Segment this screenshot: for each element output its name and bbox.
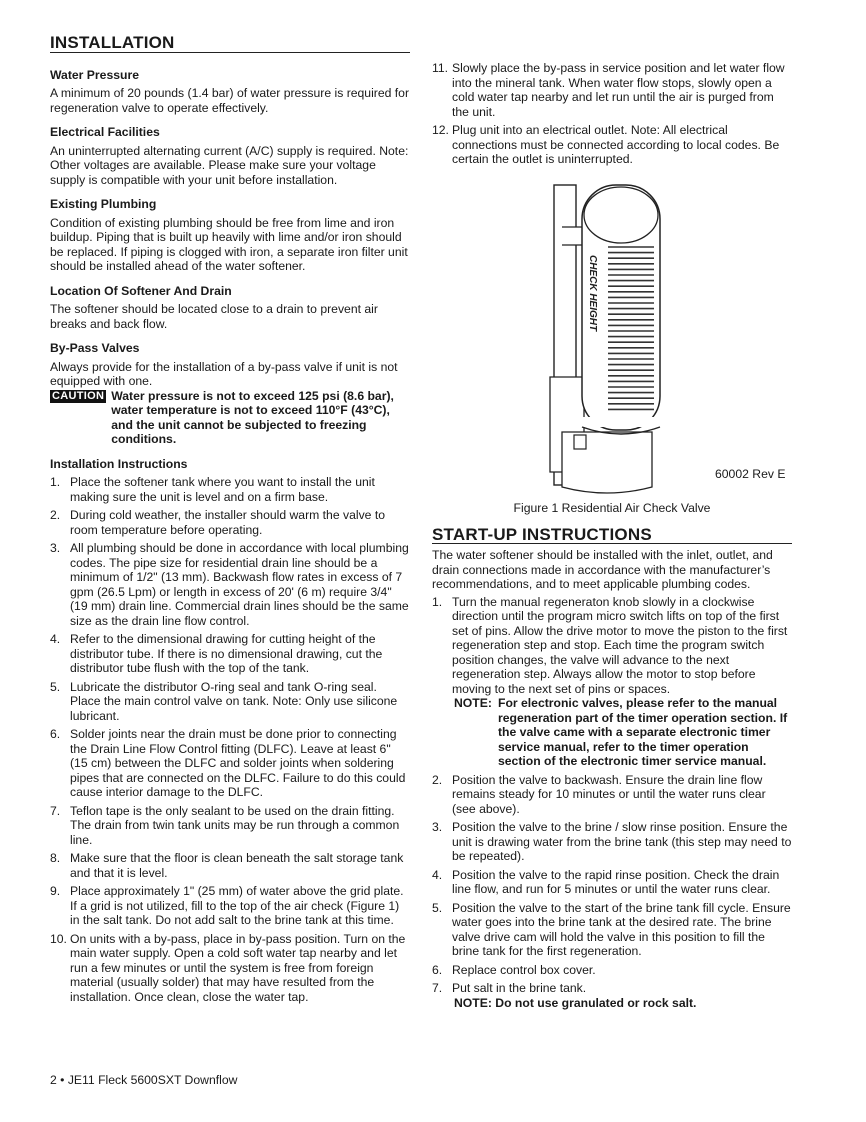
list-item <box>432 61 792 119</box>
list-item-number: 7. <box>50 803 61 818</box>
list-item-number: 11. <box>432 61 449 75</box>
list-item-number: 7. <box>432 981 443 995</box>
startup-title: START-UP INSTRUCTIONS <box>432 528 792 545</box>
right-column <box>432 0 792 1010</box>
startup-note-1-label: NOTE: <box>454 696 492 710</box>
list-item-text: Position the valve to the start of the brine tank fill cycle. Ensure water goes into the brine tank at the desired rate. The brine valve drive cam will hold the valve in this position to fill the brine tank for the first regeneration. <box>452 900 791 958</box>
list-item-number: 3. <box>432 820 443 834</box>
list-item <box>50 475 410 504</box>
list-item-text: Solder joints near the drain must be done prior to connecting the Drain Line Flow Control fitting (DLFC). Leave at least 6" (15 cm) between the DLFC and solder joints when soldering pipes that are connected on the DLFC. Failure to do this could cause interior damage to the DLFC. <box>70 727 406 799</box>
startup-note-1 <box>432 696 792 769</box>
location-text: The softener should be located close to a drain to prevent air breaks and back flow. <box>50 302 378 331</box>
cylinder-top <box>584 187 658 243</box>
plumbing-text: Condition of existing plumbing should be free from lime and iron buildup. Piping that is built up heavily with lime and/or iron should be replaced. If piping is clogged with iron, a separate iron filter unit should be installed ahead of the water softener. <box>50 215 408 273</box>
page-footer: 2 • JE11 Fleck 5600SXT Downflow <box>50 1073 238 1087</box>
list-item <box>50 632 410 676</box>
list-item <box>50 884 410 928</box>
install-steps-list <box>50 475 410 1004</box>
list-item-text: Refer to the dimensional drawing for cutting height of the distributor tube. If there is no dimensional drawing, cut the distributor tube flush with the top of the tank. <box>70 632 383 675</box>
water-pressure-heading: Water Pressure <box>50 67 139 82</box>
install-steps-continued <box>432 61 792 167</box>
figure-area <box>432 177 792 522</box>
figure-code: 60002 Rev E <box>715 466 786 481</box>
upper-clip <box>562 227 584 245</box>
list-item-text: All plumbing should be done in accordance with local plumbing codes. The pipe size for residential drain line should be a minimum of 1/2" (13 mm). Backwash flow rates in excess of 7 gpm (26.5 Lpm) or length in excess of 20' (6 m) require 3/4" (19 mm) drain line. Commercial drain lines should be the same size as the drain line flow control. <box>70 541 409 628</box>
electrical-heading: Electrical Facilities <box>50 125 160 139</box>
water-pressure-text: A minimum of 20 pounds (1.4 bar) of water pressure is required for regeneration valve to operate effectively. <box>50 86 410 115</box>
side-tab <box>574 435 586 449</box>
list-item-text: Teflon tape is the only sealant to be used on the drain fitting. The drain from twin tank units may be run through a common line. <box>70 803 400 847</box>
list-item-text: On units with a by-pass, place in by-pass position. Turn on the main water supply. Open a cold soft water tap nearby and let run a few minutes or until the system is free from foreign material (usually solder) that may have resulted from the installation. Once clean, close the water tap. <box>70 931 406 1004</box>
list-item-number: 5. <box>432 900 443 915</box>
list-item-text: Slowly place the by-pass in service position and let water flow into the mineral tank. When water flow stops, slowly open a cold water tap nearby and let run until the air is purged from the unit. <box>452 61 785 119</box>
left-column <box>50 0 410 1004</box>
startup-note-2: NOTE: Do not use granulated or rock salt. <box>454 995 697 1010</box>
caution-badge: CAUTION <box>52 389 105 402</box>
caution-text: Water pressure is not to exceed 125 psi (8.6 bar), water temperature is not to exceed 110°F (43°C), and the unit cannot be subjected to freezing conditions. <box>111 388 394 446</box>
list-item <box>50 804 410 848</box>
list-item <box>432 123 792 167</box>
installation-title: INSTALLATION <box>50 36 410 53</box>
list-item <box>50 932 410 1005</box>
list-item <box>432 820 792 864</box>
startup-step-1: 1. Turn the manual regeneraton knob slowly in a clockwise direction until the program micro switch lifts on top of the first set of pins. Allow the drive motor to move the piston to the first regeneration step and stop. Each time the program switch position changes, the valve will advance to the next regeneration step. Always allow the motor to stop before moving to the next set of pins or spaces. <box>432 595 792 697</box>
electrical-text: An uninterrupted alternating current (A/C) supply is required. Note: Other voltages are available. Please make sure your voltage supply is compatible with your unit before installation. <box>50 143 409 187</box>
list-item <box>432 773 792 817</box>
list-item <box>432 963 792 978</box>
list-item-text: Position the valve to the brine / slow rinse position. Ensure the unit is drawing water from the brine tank (this step may need to be repeated). <box>452 820 792 863</box>
list-item-text: Position the valve to backwash. Ensure the drain line flow remains steady for 10 minutes or until the water runs clear (see above). <box>452 772 766 816</box>
list-item-number: 5. <box>50 679 61 694</box>
list-item-number: 3. <box>50 541 61 555</box>
list-item <box>432 981 792 996</box>
list-item <box>50 541 410 628</box>
list-item-text: Plug unit into an electrical outlet. Note: All electrical connections must be connected according to local codes. Be certain the outlet is uninterrupted. <box>452 123 780 166</box>
list-item-text: Replace control box cover. <box>452 962 596 977</box>
list-item-text: Make sure that the floor is clean beneath the salt storage tank and that it is level. <box>70 851 404 880</box>
startup-steps-list <box>432 773 792 996</box>
list-item <box>50 508 410 537</box>
list-item <box>432 901 792 959</box>
location-heading: Location Of Softener And Drain <box>50 283 232 298</box>
list-item <box>50 680 410 724</box>
list-item-number: 2. <box>50 508 61 522</box>
caution-block <box>50 389 410 447</box>
list-item-text: Position the valve to the rapid rinse position. Check the drain line flow, and run for 5 minutes or until the water runs clear. <box>452 867 780 896</box>
instructions-heading: Installation Instructions <box>50 456 188 471</box>
list-item-number: 12. <box>432 123 449 137</box>
list-item-number: 8. <box>50 851 61 865</box>
bypass-heading: By-Pass Valves <box>50 341 140 355</box>
list-item <box>50 851 410 880</box>
list-item-number: 4. <box>432 867 443 882</box>
bypass-text: Always provide for the installation of a by-pass valve if unit is not equipped with one. <box>50 359 398 388</box>
air-check-valve-illustration <box>432 177 792 517</box>
list-item-text: Place approximately 1" (25 mm) of water above the grid plate. If a grid is not utilized, fill to the top of the air check (Figure 1) in the salt tank. Do not add salt to the brine tank at this time. <box>70 884 404 927</box>
list-item-number: 2. <box>432 772 443 787</box>
startup-step-1-text: Turn the manual regeneraton knob slowly in a clockwise direction until the program micro switch lifts on top of the first set of pins. Allow the drive motor to move the piston to the first regeneration step and stop. Each time the program switch position changes, the valve will advance to the next regeneration step. Always allow the motor to stop before moving to the next set of pins or spaces. <box>452 594 788 696</box>
figure-caption: Figure 1 Residential Air Check Valve <box>513 500 711 515</box>
list-item-number: 4. <box>50 632 61 646</box>
list-item-number: 9. <box>50 884 61 898</box>
startup-intro: The water softener should be installed with the inlet, outlet, and drain connections made in accordance with the manufacturer’s recommendations, and to meet applicable plumbing codes. <box>432 548 773 591</box>
list-item-number: 1. <box>50 475 61 489</box>
list-item-text: During cold weather, the installer should warm the valve to room temperature before operating. <box>70 508 386 537</box>
list-item-number: 6. <box>432 962 443 977</box>
list-item-number: 6. <box>50 727 61 741</box>
list-item-number: 10. <box>50 931 67 946</box>
list-item-text: Lubricate the distributor O-ring seal and tank O-ring seal. Place the main control valve on tank. Note: Only use silicone lubricant. <box>70 679 398 723</box>
list-item-text: Put salt in the brine tank. <box>452 981 587 995</box>
check-height-stamp: CHECK HEIGHT <box>587 254 598 331</box>
plumbing-heading: Existing Plumbing <box>50 197 157 211</box>
startup-note-1-text: For electronic valves, please refer to the manual regeneration part of the timer operation section. If the valve came with a separate electronic timer service manual, refer to the timer operation section of the electronic timer service manual. <box>498 696 788 768</box>
list-item-text: Place the softener tank where you want to install the unit making sure the unit is level and on a firm base. <box>70 475 375 504</box>
list-item <box>432 868 792 897</box>
list-item <box>50 727 410 800</box>
